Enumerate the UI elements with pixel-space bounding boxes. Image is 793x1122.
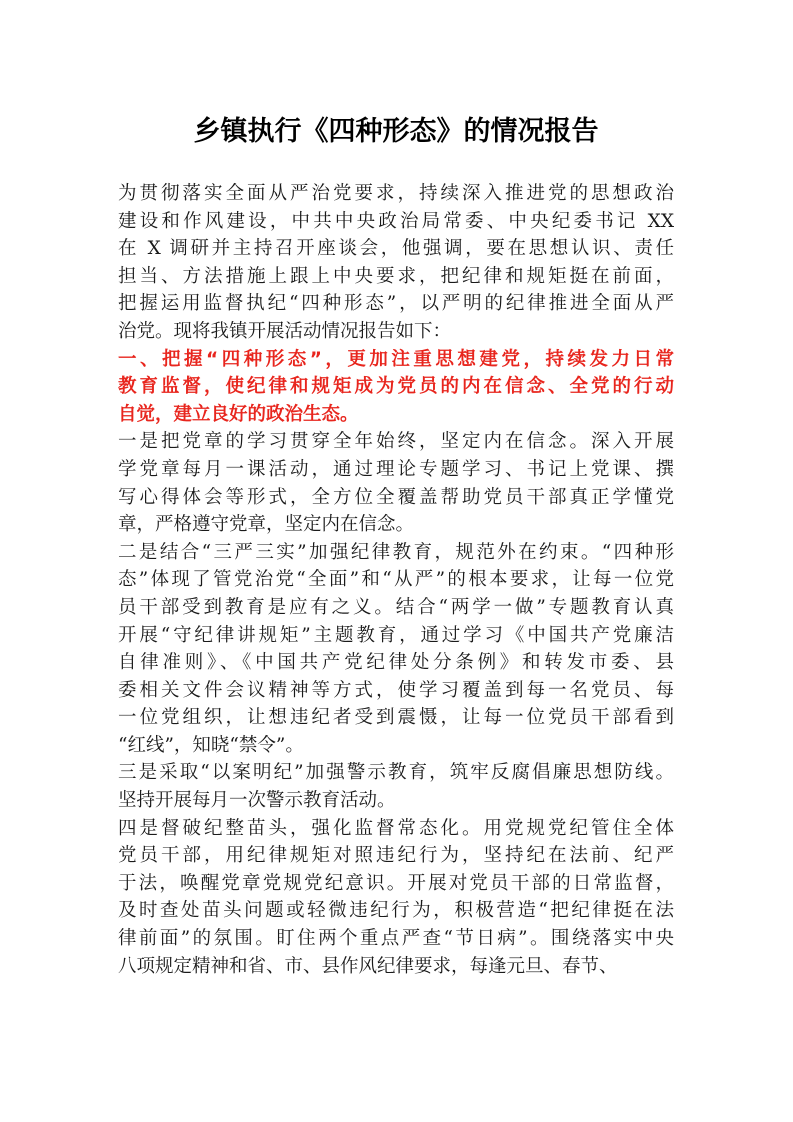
text-line: 八项规定精神和省、市、县作风纪律要求，每逢元旦、春节、: [118, 955, 618, 977]
document-body: [118, 180, 674, 980]
text-line: 一、把握“四种形态”，更加注重思想建党，持续发力日常: [118, 348, 674, 370]
text-line: 建设和作风建设，中共中央政治局常委、中央纪委书记 XX: [118, 210, 674, 232]
section-heading: [118, 346, 674, 429]
text-line: 为贯彻落实全面从严治党要求，持续深入推进党的思想政治: [118, 183, 674, 204]
text-line: 写心得体会等形式，全方位全覆盖帮助党员干部真正学懂党: [118, 486, 674, 508]
text-line: 态”体现了管党治党“全面”和“从严”的根本要求，让每一位党: [118, 569, 674, 591]
body-paragraph: [118, 428, 674, 538]
document-page: [118, 0, 674, 1122]
text-line: 律前面”的氛围。盯住两个重点严查“节日病”。围绕落实中央: [118, 928, 674, 950]
text-line: 自律准则》、《中国共产党纪律处分条例》和转发市委、县: [118, 652, 674, 674]
text-line: 党员干部，用纪律规矩对照违纪行为，坚持纪在法前、纪严: [118, 845, 674, 867]
text-line: 在 X 调研并主持召开座谈会，他强调，要在思想认识、责任: [118, 238, 674, 260]
text-line: 担当、方法措施上跟上中央要求，把纪律和规矩挺在前面，: [118, 265, 674, 287]
text-line: 四是督破纪整苗头，强化监督常态化。用党规党纪管住全体: [118, 817, 674, 839]
body-paragraph: [118, 759, 674, 814]
document-title: 乡镇执行《四种形态》的情况报告: [193, 116, 599, 147]
text-line: 坚持开展每月一次警示教育活动。: [118, 790, 396, 812]
text-line: 员干部受到教育是应有之义。结合“两学一做”专题教育认真: [118, 596, 674, 618]
text-line: 一是把党章的学习贯穿全年始终，坚定内在信念。深入开展: [118, 431, 674, 453]
text-line: 于法，唤醒党章党规党纪意识。开展对党员干部的日常监督，: [118, 872, 674, 894]
text-line: 自觉，建立良好的政治生态。: [118, 403, 359, 425]
text-line: 二是结合“三严三实”加强纪律教育，规范外在约束。“四种形: [118, 541, 674, 563]
text-line: 治党。现将我镇开展活动情况报告如下：: [118, 320, 452, 342]
text-line: 一位党组织，让想违纪者受到震慑，让每一位党员干部看到: [118, 707, 674, 729]
text-line: 委相关文件会议精神等方式，使学习覆盖到每一名党员、每: [118, 679, 674, 701]
body-paragraph: [118, 815, 674, 981]
body-paragraph: [118, 180, 674, 346]
text-line: 三是采取“以案明纪”加强警示教育，筑牢反腐倡廉思想防线。: [118, 762, 674, 784]
body-paragraph: [118, 539, 674, 760]
text-line: 章，严格遵守党章，坚定内在信念。: [118, 514, 415, 536]
text-line: 教育监督，使纪律和规矩成为党员的内在信念、全党的行动: [118, 376, 674, 398]
text-line: 把握运用监督执纪“四种形态”，以严明的纪律推进全面从严: [118, 293, 674, 315]
text-line: 学党章每月一课活动，通过理论专题学习、书记上党课、撰: [118, 458, 674, 480]
text-line: “红线”，知晓“禁令”。: [118, 734, 304, 756]
text-line: 开展“守纪律讲规矩”主题教育，通过学习《中国共产党廉洁: [118, 624, 674, 646]
text-line: 及时查处苗头问题或轻微违纪行为，积极营造“把纪律挺在法: [118, 900, 674, 922]
